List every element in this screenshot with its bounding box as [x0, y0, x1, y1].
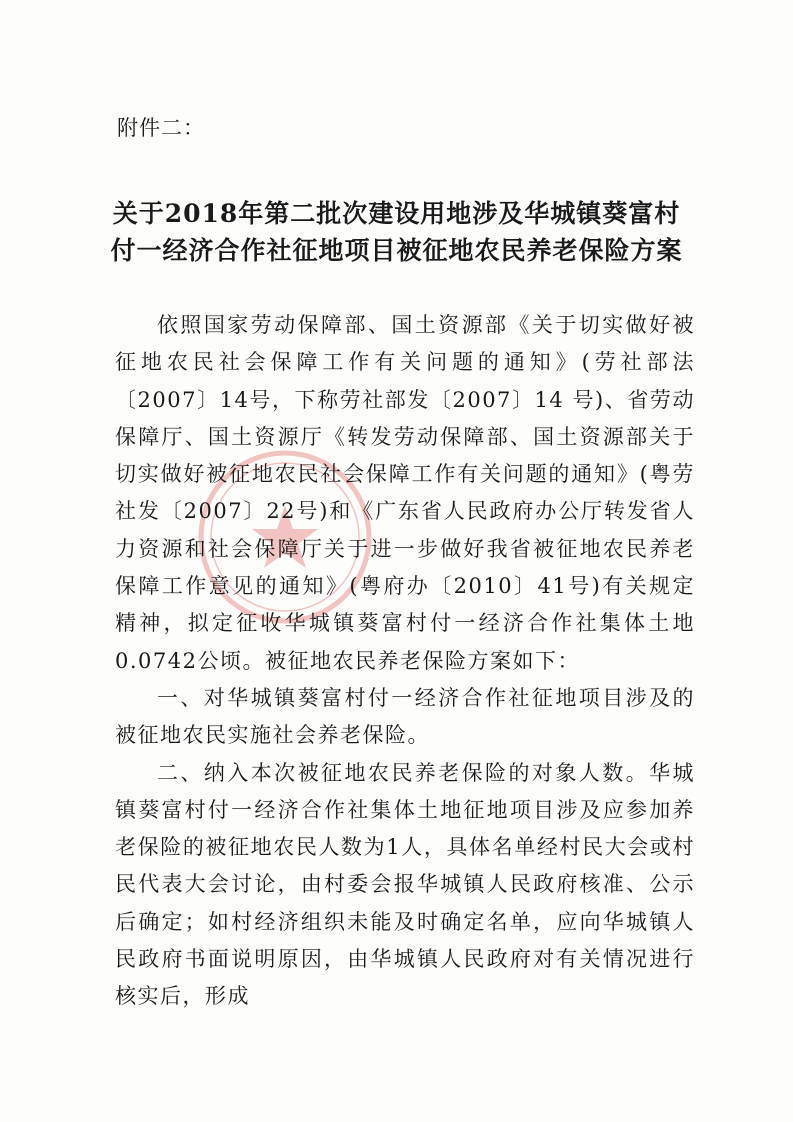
document-title-line-2: 付一经济合作社征地项目被征地农民养老保险方案 [110, 236, 683, 265]
attachment-label: 附件二： [117, 116, 205, 140]
document-body [115, 307, 695, 1016]
paragraph-legal-basis: 依照国家劳动保障部、国土资源部《关于切实做好被征地农民社会保障工作有关问题的通知》(劳社部法〔2007〕14号，下称劳社部发〔2007〕14 号)、省劳动保障厅、国土资源厅《转发劳动保障部、国土资源部关于切实做好被征地农民社会保障工作有关问题的通知》(粤劳社发〔2007〕22号)和《广东省人民政府办公厅转发省人力资源和社会保障厅关于进一步做好我省被征地农民养老保障工作意见的通知》(粤府办〔2010〕41号)有关规定精神，拟定征收华城镇葵富村付一经济合作社集体土地0.0742公顷。被征地农民养老保险方案如下： [115, 313, 695, 673]
document-title-line-1: 关于2018年第二批次建设用地涉及华城镇葵富村 [112, 199, 681, 228]
paragraph-item-two: 二、纳入本次被征地农民养老保险的对象人数。华城镇葵富村付一经济合作社集体土地征地项目涉及应参加养老保险的被征地农民人数为1人，具体名单经村民大会或村民代表大会讨论，由村委会报华城镇人民政府核准、公示后确定；如村经济组织未能及时确定名单，应向华城镇人民政府书面说明原因，由华城镇人民政府对有关情况进行核实后，形成 [115, 760, 695, 1009]
paragraph-item-one: 一、对华城镇葵富村付一经济合作社征地项目涉及的被征地农民实施社会养老保险。 [115, 685, 695, 748]
